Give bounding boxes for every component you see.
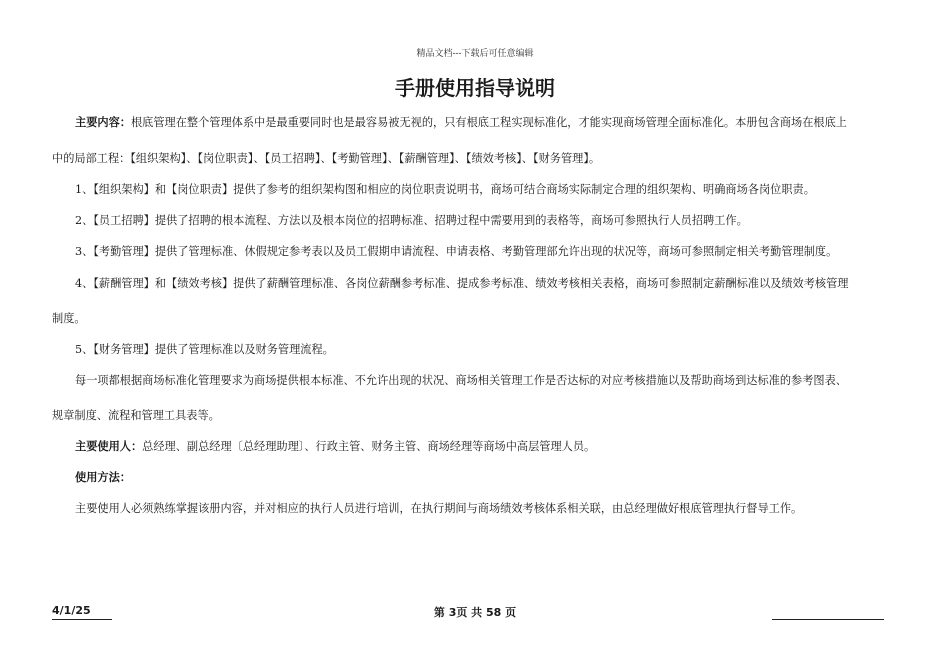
- standard-para-line2: 规章制度、流程和管理工具表等。: [52, 409, 220, 422]
- footer-page-number: 第 3页 共 58 页: [433, 606, 517, 619]
- footer-rule: [772, 619, 884, 620]
- item-4: 4、【薪酬管理】和【绩效考核】提供了薪酬管理标准、各岗位薪酬参考标准、提成参考标准、绩效考核相关表格，商场可参照制定薪酬标准以及绩效考核管理: [75, 277, 849, 290]
- main-users: [75, 440, 902, 454]
- footer-date: 4/1/25: [52, 604, 112, 620]
- main-content-text: 根底管理在整个管理体系中是最重要同时也是最容易被无视的，只有根底工程实现标准化，才能实现商场管理全面标准化。本册包含商场在根底上: [130, 116, 847, 129]
- main-content-label: 主要内容：: [75, 116, 131, 129]
- main-content-line1: [75, 116, 902, 130]
- item-4-continued: 制度。: [52, 312, 86, 325]
- header-note: 精品文档---下载后可任意编辑: [416, 49, 534, 59]
- page-title: 手册使用指导说明: [395, 76, 555, 100]
- main-users-label: 主要使用人：: [75, 440, 143, 453]
- main-users-text: 总经理、副总经理〔总经理助理〕、行政主管、财务主管、商场经理等商场中高层管理人员。: [142, 440, 596, 453]
- item-3: 3、【考勤管理】提供了管理标准、休假规定参考表以及员工假期申请流程、申请表格、考勤管理部允许出现的状况等，商场可参照制定相关考勤管理制度。: [75, 245, 838, 258]
- main-content-line2: 中的局部工程：【组织架构】、【岗位职责】、【员工招聘】、【考勤管理】、【薪酬管理】、【绩效考核】、【财务管理】。: [52, 152, 601, 165]
- item-2: 2、【员工招聘】提供了招聘的根本流程、方法以及根本岗位的招聘标准、招聘过程中需要用到的表格等，商场可参照执行人员招聘工作。: [75, 214, 748, 227]
- standard-para-line1: 每一项都根据商场标准化管理要求为商场提供根本标准、不允许出现的状况、商场相关管理工作是否达标的对应考核措施以及帮助商场到达标准的参考图表、: [75, 374, 847, 387]
- item-1: 1、【组织架构】和【岗位职责】提供了参考的组织架构图和相应的岗位职责说明书，商场可结合商场实际制定合理的组织架构、明确商场各岗位职责。: [75, 183, 815, 196]
- usage-text: 主要使用人必须熟练掌握该册内容，并对相应的执行人员进行培训，在执行期间与商场绩效考核体系相关联，由总经理做好根底管理执行督导工作。: [75, 502, 803, 515]
- usage-label: 使用方法：: [75, 471, 131, 484]
- item-5: 5、【财务管理】提供了管理标准以及财务管理流程。: [75, 343, 334, 356]
